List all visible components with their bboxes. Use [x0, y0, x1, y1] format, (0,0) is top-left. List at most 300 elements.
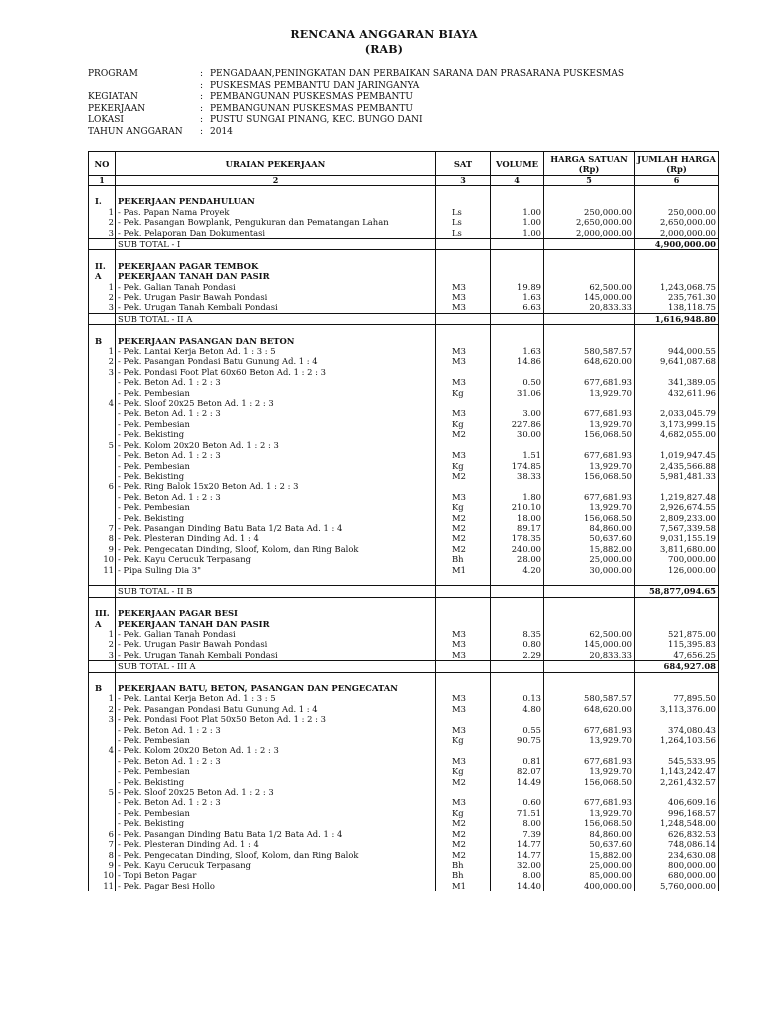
spacer-row [89, 575, 719, 586]
col-header-uraian: URAIAN PEKERJAAN [116, 152, 436, 176]
cell-jumlah-harga: 406,609.16 [635, 797, 719, 807]
col-number: 6 [635, 176, 719, 186]
cell-no: 2 [89, 217, 116, 227]
cell-no [89, 388, 116, 398]
cell-jumlah-harga: 680,000.00 [635, 870, 719, 880]
table-row [89, 756, 719, 766]
document-title: RENCANA ANGGARAN BIAYA [290, 28, 478, 41]
table-row [89, 228, 719, 239]
table-row [89, 367, 719, 377]
cell-harga-satuan: 13,929.70 [544, 502, 635, 512]
cell-uraian: - Pek. Galian Tanah Pondasi [116, 282, 436, 292]
cell-jumlah-harga: 1,248,548.00 [635, 818, 719, 828]
cell-uraian: PEKERJAAN TANAH DAN PASIR [116, 619, 436, 629]
cell-jumlah-harga [635, 787, 719, 797]
document-subtitle: (RAB) [364, 43, 404, 56]
cell-jumlah-harga: 77,895.50 [635, 693, 719, 703]
cell-volume [491, 325, 544, 336]
cell-volume: 4.20 [491, 565, 544, 575]
table-row [89, 870, 719, 880]
cell-harga-satuan [544, 367, 635, 377]
table-row [89, 408, 719, 418]
cell-sat [436, 575, 491, 586]
cell-volume: 210.10 [491, 502, 544, 512]
cell-uraian: SUB TOTAL - II B [116, 586, 436, 597]
table-header-row [89, 152, 719, 176]
cell-harga-satuan: 156,068.50 [544, 818, 635, 828]
cell-volume: 30.00 [491, 429, 544, 439]
cell-no: 3 [89, 367, 116, 377]
cell-uraian: - Topi Beton Pagar [116, 870, 436, 880]
cell-uraian: SUB TOTAL - I [116, 239, 436, 250]
cell-uraian: - Pek. Ring Balok 15x20 Beton Ad. 1 : 2 : 3 [116, 481, 436, 491]
table-row [89, 850, 719, 860]
col-number: 4 [491, 176, 544, 186]
cell-jumlah-harga [635, 367, 719, 377]
cell-jumlah-harga: 341,389.05 [635, 377, 719, 387]
cell-uraian: - Pek. Plesteran Dinding Ad. 1 : 4 [116, 839, 436, 849]
cell-sat: M3 [436, 693, 491, 703]
cell-volume [491, 250, 544, 261]
cell-harga-satuan: 25,000.00 [544, 554, 635, 564]
spacer-row [89, 250, 719, 261]
cell-sat [436, 672, 491, 683]
table-row [89, 461, 719, 471]
cell-jumlah-harga: 2,926,674.55 [635, 502, 719, 512]
cell-jumlah-harga: 47,656.25 [635, 650, 719, 661]
cell-uraian [116, 672, 436, 683]
cell-harga-satuan: 13,929.70 [544, 735, 635, 745]
cell-uraian: - Pek. Urugan Tanah Kembali Pondasi [116, 302, 436, 313]
cell-volume [491, 619, 544, 629]
cell-volume: 14.49 [491, 777, 544, 787]
cell-volume [491, 586, 544, 597]
cell-sat: Kg [436, 461, 491, 471]
table-row [89, 639, 719, 649]
budget-table-body [89, 186, 719, 892]
cell-no: B [89, 336, 116, 346]
cell-jumlah-harga [635, 672, 719, 683]
table-column-number-row [89, 176, 719, 186]
cell-volume: 178.35 [491, 533, 544, 543]
table-row [89, 860, 719, 870]
cell-sat: Bh [436, 554, 491, 564]
cell-uraian: - Pek. Bekisting [116, 777, 436, 787]
cell-uraian: - Pek. Pasangan Dinding Batu Bata 1/2 Bata Ad. 1 : 4 [116, 829, 436, 839]
cell-sat: Kg [436, 419, 491, 429]
cell-jumlah-harga: 684,927.08 [635, 661, 719, 672]
cell-harga-satuan: 13,929.70 [544, 419, 635, 429]
cell-harga-satuan: 13,929.70 [544, 388, 635, 398]
cell-no [89, 313, 116, 324]
cell-harga-satuan: 2,650,000.00 [544, 217, 635, 227]
cell-sat: M2 [436, 523, 491, 533]
cell-uraian: - Pek. Pembesian [116, 502, 436, 512]
cell-volume [491, 336, 544, 346]
cell-harga-satuan: 156,068.50 [544, 429, 635, 439]
cell-uraian: PEKERJAAN PAGAR TEMBOK [116, 261, 436, 271]
section-header-row [89, 608, 719, 618]
cell-jumlah-harga [635, 714, 719, 724]
cell-uraian: PEKERJAAN TANAH DAN PASIR [116, 271, 436, 281]
cell-no: I. [89, 196, 116, 206]
cell-uraian: - Pek. Pelaporan Dan Dokumentasi [116, 228, 436, 239]
info-separator: : [200, 103, 204, 114]
cell-jumlah-harga [635, 398, 719, 408]
cell-no [89, 725, 116, 735]
cell-no: 1 [89, 207, 116, 217]
cell-sat: M2 [436, 429, 491, 439]
cell-harga-satuan [544, 186, 635, 197]
cell-harga-satuan: 145,000.00 [544, 639, 635, 649]
col-header-jumlah-harga: JUMLAH HARGA (Rp) [635, 152, 719, 176]
info-label: KEGIATAN [88, 92, 138, 103]
cell-sat: M3 [436, 639, 491, 649]
cell-no [89, 461, 116, 471]
cell-sat: M2 [436, 544, 491, 554]
table-row [89, 787, 719, 797]
cell-uraian: - Pek. Beton Ad. 1 : 2 : 3 [116, 450, 436, 460]
table-row [89, 745, 719, 755]
table-row [89, 440, 719, 450]
table-row [89, 533, 719, 543]
cell-no: 6 [89, 829, 116, 839]
cell-harga-satuan: 62,500.00 [544, 282, 635, 292]
cell-no [89, 586, 116, 597]
cell-harga-satuan: 648,620.00 [544, 356, 635, 366]
cell-volume: 174.85 [491, 461, 544, 471]
cell-sat [436, 683, 491, 693]
cell-jumlah-harga: 9,031,155.19 [635, 533, 719, 543]
cell-no [89, 777, 116, 787]
cell-sat: M3 [436, 346, 491, 356]
table-row [89, 207, 719, 217]
cell-harga-satuan: 677,681.93 [544, 756, 635, 766]
cell-uraian: - Pek. Kolom 20x20 Beton Ad. 1 : 2 : 3 [116, 440, 436, 450]
table-row [89, 714, 719, 724]
cell-harga-satuan: 84,860.00 [544, 523, 635, 533]
cell-uraian: - Pipa Suling Dia 3" [116, 565, 436, 575]
cell-sat: M2 [436, 533, 491, 543]
cell-jumlah-harga: 7,567,339.58 [635, 523, 719, 533]
cell-volume [491, 787, 544, 797]
cell-volume: 1.00 [491, 228, 544, 239]
cell-sat [436, 481, 491, 491]
info-label: TAHUN ANGGARAN [88, 126, 183, 137]
cell-jumlah-harga: 944,000.55 [635, 346, 719, 356]
cell-harga-satuan [544, 440, 635, 450]
table-row [89, 650, 719, 661]
cell-volume: 1.00 [491, 207, 544, 217]
cell-sat [436, 336, 491, 346]
table-row [89, 693, 719, 703]
cell-uraian: - Pek. Pembesian [116, 388, 436, 398]
cell-jumlah-harga: 1,243,068.75 [635, 282, 719, 292]
cell-jumlah-harga [635, 608, 719, 618]
cell-jumlah-harga: 1,264,103.56 [635, 735, 719, 745]
table-row [89, 565, 719, 575]
section-header-row [89, 683, 719, 693]
table-row [89, 629, 719, 639]
cell-jumlah-harga: 5,981,481.33 [635, 471, 719, 481]
cell-uraian: - Pek. Kayu Cerucuk Terpasang [116, 554, 436, 564]
cell-volume [491, 440, 544, 450]
cell-no [89, 597, 116, 608]
subtotal-row [89, 239, 719, 250]
cell-uraian: - Pek. Sloof 20x25 Beton Ad. 1 : 2 : 3 [116, 787, 436, 797]
cell-uraian [116, 186, 436, 197]
cell-no: 3 [89, 302, 116, 313]
cell-sat: Ls [436, 207, 491, 217]
cell-volume [491, 683, 544, 693]
cell-sat: Ls [436, 217, 491, 227]
cell-volume: 38.33 [491, 471, 544, 481]
cell-uraian: SUB TOTAL - II A [116, 313, 436, 324]
cell-volume: 71.51 [491, 808, 544, 818]
cell-no [89, 325, 116, 336]
cell-harga-satuan: 13,929.70 [544, 808, 635, 818]
cell-sat: Kg [436, 388, 491, 398]
cell-harga-satuan [544, 239, 635, 250]
cell-sat: Kg [436, 502, 491, 512]
cell-no [89, 419, 116, 429]
cell-harga-satuan [544, 336, 635, 346]
cell-sat [436, 608, 491, 618]
cell-no: 3 [89, 714, 116, 724]
col-number: 1 [89, 176, 116, 186]
cell-uraian: - Pek. Beton Ad. 1 : 2 : 3 [116, 756, 436, 766]
cell-harga-satuan [544, 261, 635, 271]
cell-no: 4 [89, 745, 116, 755]
cell-no: II. [89, 261, 116, 271]
cell-no [89, 756, 116, 766]
cell-jumlah-harga: 2,809,233.00 [635, 513, 719, 523]
subtotal-row [89, 661, 719, 672]
cell-sat [436, 714, 491, 724]
cell-volume: 0.13 [491, 693, 544, 703]
cell-no [89, 797, 116, 807]
cell-uraian: - Pek. Galian Tanah Pondasi [116, 629, 436, 639]
cell-no [89, 808, 116, 818]
cell-harga-satuan: 580,587.57 [544, 346, 635, 356]
cell-uraian: - Pek. Pembesian [116, 735, 436, 745]
cell-jumlah-harga: 521,875.00 [635, 629, 719, 639]
info-separator: : [200, 126, 204, 137]
cell-volume: 1.51 [491, 450, 544, 460]
table-row [89, 377, 719, 387]
cell-no: 3 [89, 650, 116, 661]
cell-sat: M3 [436, 629, 491, 639]
cell-uraian: - Pek. Pagar Besi Hollo [116, 881, 436, 891]
cell-harga-satuan [544, 608, 635, 618]
cell-sat: M3 [436, 797, 491, 807]
cell-jumlah-harga [635, 196, 719, 206]
info-row [88, 81, 624, 93]
cell-jumlah-harga [635, 683, 719, 693]
cell-sat: M3 [436, 450, 491, 460]
cell-uraian: - Pek. Pondasi Foot Plat 60x60 Beton Ad. 1 : 2 : 3 [116, 367, 436, 377]
cell-harga-satuan [544, 586, 635, 597]
cell-volume: 1.63 [491, 292, 544, 302]
cell-jumlah-harga: 126,000.00 [635, 565, 719, 575]
cell-sat: M3 [436, 377, 491, 387]
cell-volume: 18.00 [491, 513, 544, 523]
cell-volume [491, 261, 544, 271]
table-row [89, 292, 719, 302]
cell-sat [436, 325, 491, 336]
cell-uraian: SUB TOTAL - III A [116, 661, 436, 672]
section-header-row [89, 336, 719, 346]
table-row [89, 704, 719, 714]
cell-no: A [89, 619, 116, 629]
cell-jumlah-harga: 234,630.08 [635, 850, 719, 860]
cell-sat: M2 [436, 850, 491, 860]
cell-sat: Kg [436, 735, 491, 745]
cell-no: 10 [89, 554, 116, 564]
cell-volume: 82.07 [491, 766, 544, 776]
cell-sat [436, 367, 491, 377]
cell-no: 2 [89, 639, 116, 649]
cell-harga-satuan: 84,860.00 [544, 829, 635, 839]
cell-uraian: - Pek. Beton Ad. 1 : 2 : 3 [116, 725, 436, 735]
info-row [88, 127, 624, 139]
table-row [89, 818, 719, 828]
cell-uraian: - Pek. Pasangan Bowplank, Pengukuran dan Pematangan Lahan [116, 217, 436, 227]
cell-volume: 14.77 [491, 839, 544, 849]
cell-no [89, 661, 116, 672]
cell-volume: 6.63 [491, 302, 544, 313]
table-row [89, 523, 719, 533]
cell-sat [436, 398, 491, 408]
cell-jumlah-harga: 626,832.53 [635, 829, 719, 839]
cell-jumlah-harga: 700,000.00 [635, 554, 719, 564]
cell-sat: Bh [436, 870, 491, 880]
cell-jumlah-harga [635, 325, 719, 336]
cell-sat [436, 271, 491, 281]
cell-uraian: - Pek. Beton Ad. 1 : 2 : 3 [116, 377, 436, 387]
cell-no: 1 [89, 693, 116, 703]
cell-sat [436, 586, 491, 597]
cell-harga-satuan [544, 597, 635, 608]
cell-sat [436, 196, 491, 206]
cell-harga-satuan: 20,833.33 [544, 650, 635, 661]
cell-harga-satuan: 677,681.93 [544, 408, 635, 418]
cell-harga-satuan: 677,681.93 [544, 492, 635, 502]
cell-jumlah-harga: 235,761.30 [635, 292, 719, 302]
cell-harga-satuan: 13,929.70 [544, 766, 635, 776]
cell-uraian: PEKERJAAN PASANGAN DAN BETON [116, 336, 436, 346]
cell-no: 2 [89, 292, 116, 302]
cell-harga-satuan: 15,882.00 [544, 544, 635, 554]
cell-jumlah-harga: 138,118.75 [635, 302, 719, 313]
cell-sat: M3 [436, 292, 491, 302]
cell-jumlah-harga: 3,113,376.00 [635, 704, 719, 714]
cell-jumlah-harga: 5,760,000.00 [635, 881, 719, 891]
cell-uraian [116, 597, 436, 608]
cell-sat: M3 [436, 356, 491, 366]
table-row [89, 346, 719, 356]
cell-jumlah-harga: 748,086.14 [635, 839, 719, 849]
cell-sat [436, 250, 491, 261]
cell-sat: M2 [436, 777, 491, 787]
cell-jumlah-harga [635, 575, 719, 586]
cell-harga-satuan [544, 787, 635, 797]
table-row [89, 398, 719, 408]
cell-harga-satuan: 156,068.50 [544, 471, 635, 481]
cell-harga-satuan: 145,000.00 [544, 292, 635, 302]
cell-volume [491, 398, 544, 408]
cell-harga-satuan: 677,681.93 [544, 450, 635, 460]
table-row [89, 766, 719, 776]
cell-jumlah-harga [635, 186, 719, 197]
cell-volume: 32.00 [491, 860, 544, 870]
cell-uraian: - Pek. Plesteran Dinding Ad. 1 : 4 [116, 533, 436, 543]
cell-uraian: - Pek. Pondasi Foot Plat 50x50 Beton Ad. 1 : 2 : 3 [116, 714, 436, 724]
section-header-row [89, 261, 719, 271]
section-header-row [89, 196, 719, 206]
col-header-harga-satuan: HARGA SATUAN (Rp) [544, 152, 635, 176]
cell-no [89, 186, 116, 197]
cell-harga-satuan: 250,000.00 [544, 207, 635, 217]
table-row [89, 492, 719, 502]
cell-harga-satuan [544, 683, 635, 693]
cell-jumlah-harga: 1,219,827.48 [635, 492, 719, 502]
cell-jumlah-harga [635, 271, 719, 281]
table-row [89, 481, 719, 491]
info-separator: : [200, 92, 204, 103]
cell-volume: 7.39 [491, 829, 544, 839]
cell-jumlah-harga: 2,650,000.00 [635, 217, 719, 227]
table-row [89, 217, 719, 227]
cell-jumlah-harga: 2,435,566.88 [635, 461, 719, 471]
table-row [89, 839, 719, 849]
subtotal-row [89, 586, 719, 597]
cell-no [89, 575, 116, 586]
cell-jumlah-harga: 115,395.83 [635, 639, 719, 649]
spacer-row [89, 597, 719, 608]
cell-volume: 1.63 [491, 346, 544, 356]
cell-harga-satuan: 50,637.60 [544, 533, 635, 543]
cell-uraian: - Pek. Sloof 20x25 Beton Ad. 1 : 2 : 3 [116, 398, 436, 408]
cell-jumlah-harga: 1,616,948.80 [635, 313, 719, 324]
cell-harga-satuan [544, 398, 635, 408]
cell-volume [491, 239, 544, 250]
cell-jumlah-harga: 2,261,432.57 [635, 777, 719, 787]
cell-no: 1 [89, 282, 116, 292]
cell-jumlah-harga: 3,811,680.00 [635, 544, 719, 554]
cell-jumlah-harga: 545,533.95 [635, 756, 719, 766]
cell-volume: 0.50 [491, 377, 544, 387]
col-number: 2 [116, 176, 436, 186]
cell-no: 3 [89, 228, 116, 239]
cell-sat: M1 [436, 565, 491, 575]
cell-uraian: - Pek. Pengecatan Dinding, Sloof, Kolom, dan Ring Balok [116, 850, 436, 860]
info-label [88, 81, 200, 93]
cell-harga-satuan [544, 714, 635, 724]
cell-no [89, 471, 116, 481]
cell-no: 2 [89, 704, 116, 714]
cell-no: A [89, 271, 116, 281]
cell-jumlah-harga: 4,900,000.00 [635, 239, 719, 250]
cell-uraian [116, 575, 436, 586]
cell-jumlah-harga [635, 250, 719, 261]
cell-harga-satuan: 2,000,000.00 [544, 228, 635, 239]
cell-no: 9 [89, 860, 116, 870]
cell-jumlah-harga: 3,173,999.15 [635, 419, 719, 429]
cell-volume [491, 597, 544, 608]
cell-sat: M3 [436, 704, 491, 714]
cell-volume: 0.81 [491, 756, 544, 766]
